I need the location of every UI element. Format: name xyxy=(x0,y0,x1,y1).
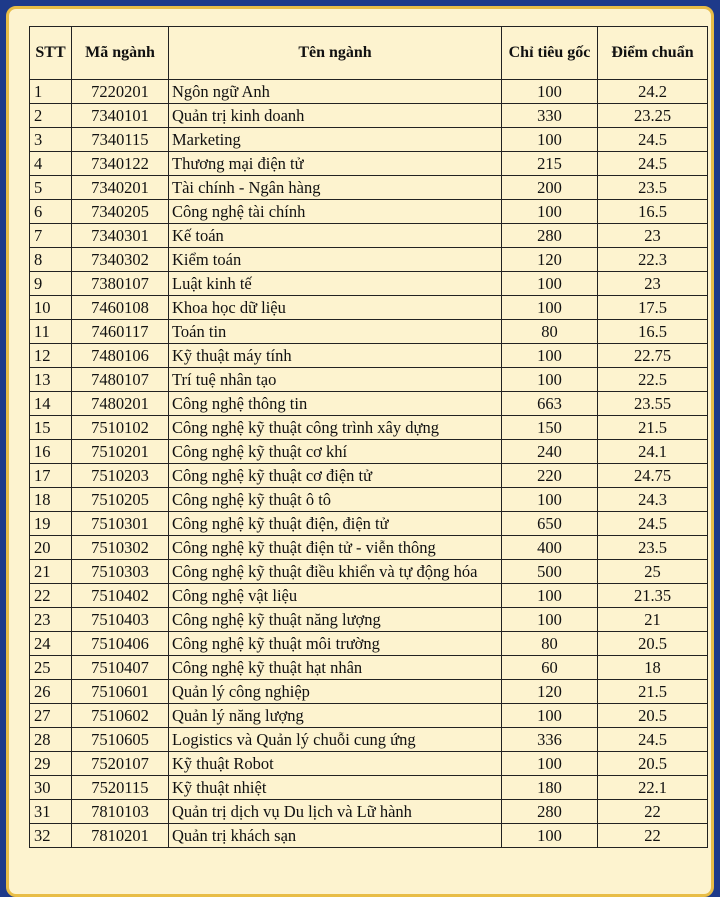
cell-stt: 11 xyxy=(30,320,72,344)
cell-name: Công nghệ kỹ thuật môi trường xyxy=(169,632,502,656)
cell-score: 22 xyxy=(598,824,708,848)
cell-quota: 100 xyxy=(502,296,598,320)
cell-code: 7510403 xyxy=(72,608,169,632)
cell-stt: 32 xyxy=(30,824,72,848)
cell-score: 24.5 xyxy=(598,512,708,536)
cell-quota: 336 xyxy=(502,728,598,752)
cell-score: 24.5 xyxy=(598,728,708,752)
cell-name: Công nghệ vật liệu xyxy=(169,584,502,608)
cell-code: 7480106 xyxy=(72,344,169,368)
cell-name: Quản lý năng lượng xyxy=(169,704,502,728)
table-row xyxy=(30,224,708,248)
cell-code: 7340101 xyxy=(72,104,169,128)
cell-code: 7340301 xyxy=(72,224,169,248)
cell-score: 25 xyxy=(598,560,708,584)
cell-name: Khoa học dữ liệu xyxy=(169,296,502,320)
admission-score-table xyxy=(29,26,708,848)
cell-score: 24.5 xyxy=(598,152,708,176)
cell-name: Công nghệ kỹ thuật hạt nhân xyxy=(169,656,502,680)
cell-quota: 400 xyxy=(502,536,598,560)
table-row xyxy=(30,104,708,128)
cell-name: Ngôn ngữ Anh xyxy=(169,80,502,104)
cell-score: 21.35 xyxy=(598,584,708,608)
cell-code: 7340201 xyxy=(72,176,169,200)
cell-code: 7520115 xyxy=(72,776,169,800)
table-row xyxy=(30,632,708,656)
cell-score: 24.2 xyxy=(598,80,708,104)
cell-code: 7520107 xyxy=(72,752,169,776)
cell-quota: 100 xyxy=(502,200,598,224)
cell-code: 7510605 xyxy=(72,728,169,752)
table-row xyxy=(30,128,708,152)
table-row xyxy=(30,536,708,560)
cell-name: Công nghệ kỹ thuật năng lượng xyxy=(169,608,502,632)
header-score: Điểm chuẩn xyxy=(598,27,708,80)
cell-stt: 4 xyxy=(30,152,72,176)
table-row xyxy=(30,392,708,416)
cell-stt: 30 xyxy=(30,776,72,800)
cell-quota: 220 xyxy=(502,464,598,488)
cell-stt: 20 xyxy=(30,536,72,560)
cell-name: Quản trị kinh doanh xyxy=(169,104,502,128)
cell-code: 7340205 xyxy=(72,200,169,224)
cell-stt: 10 xyxy=(30,296,72,320)
cell-code: 7510203 xyxy=(72,464,169,488)
header-name: Tên ngành xyxy=(169,27,502,80)
document-card xyxy=(6,6,714,897)
cell-stt: 19 xyxy=(30,512,72,536)
table-row xyxy=(30,800,708,824)
cell-name: Công nghệ kỹ thuật công trình xây dựng xyxy=(169,416,502,440)
cell-stt: 29 xyxy=(30,752,72,776)
header-stt: STT xyxy=(30,27,72,80)
cell-code: 7510201 xyxy=(72,440,169,464)
cell-stt: 25 xyxy=(30,656,72,680)
cell-code: 7510303 xyxy=(72,560,169,584)
cell-code: 7810201 xyxy=(72,824,169,848)
table-row xyxy=(30,344,708,368)
cell-stt: 16 xyxy=(30,440,72,464)
table-row xyxy=(30,296,708,320)
cell-score: 24.3 xyxy=(598,488,708,512)
cell-name: Công nghệ kỹ thuật cơ điện tử xyxy=(169,464,502,488)
cell-quota: 330 xyxy=(502,104,598,128)
cell-quota: 100 xyxy=(502,368,598,392)
cell-name: Tài chính - Ngân hàng xyxy=(169,176,502,200)
cell-quota: 100 xyxy=(502,488,598,512)
cell-score: 21.5 xyxy=(598,680,708,704)
cell-quota: 80 xyxy=(502,632,598,656)
cell-stt: 23 xyxy=(30,608,72,632)
cell-stt: 7 xyxy=(30,224,72,248)
cell-score: 22.1 xyxy=(598,776,708,800)
cell-score: 24.5 xyxy=(598,128,708,152)
cell-score: 18 xyxy=(598,656,708,680)
cell-code: 7340115 xyxy=(72,128,169,152)
cell-code: 7380107 xyxy=(72,272,169,296)
cell-code: 7460108 xyxy=(72,296,169,320)
cell-score: 24.1 xyxy=(598,440,708,464)
table-row xyxy=(30,488,708,512)
cell-score: 23 xyxy=(598,224,708,248)
table-row xyxy=(30,464,708,488)
cell-stt: 28 xyxy=(30,728,72,752)
cell-score: 22.75 xyxy=(598,344,708,368)
cell-name: Công nghệ kỹ thuật điện, điện tử xyxy=(169,512,502,536)
table-row xyxy=(30,440,708,464)
cell-quota: 120 xyxy=(502,248,598,272)
cell-stt: 14 xyxy=(30,392,72,416)
header-code: Mã ngành xyxy=(72,27,169,80)
cell-name: Marketing xyxy=(169,128,502,152)
cell-quota: 240 xyxy=(502,440,598,464)
cell-stt: 22 xyxy=(30,584,72,608)
cell-name: Quản lý công nghiệp xyxy=(169,680,502,704)
cell-score: 20.5 xyxy=(598,704,708,728)
cell-score: 24.75 xyxy=(598,464,708,488)
cell-code: 7510601 xyxy=(72,680,169,704)
table-row xyxy=(30,248,708,272)
cell-stt: 12 xyxy=(30,344,72,368)
cell-quota: 150 xyxy=(502,416,598,440)
cell-name: Toán tin xyxy=(169,320,502,344)
cell-quota: 650 xyxy=(502,512,598,536)
cell-code: 7510402 xyxy=(72,584,169,608)
cell-name: Luật kinh tế xyxy=(169,272,502,296)
cell-code: 7510602 xyxy=(72,704,169,728)
cell-quota: 663 xyxy=(502,392,598,416)
cell-stt: 18 xyxy=(30,488,72,512)
cell-quota: 215 xyxy=(502,152,598,176)
cell-code: 7460117 xyxy=(72,320,169,344)
cell-quota: 200 xyxy=(502,176,598,200)
cell-quota: 100 xyxy=(502,80,598,104)
cell-score: 20.5 xyxy=(598,752,708,776)
cell-code: 7480201 xyxy=(72,392,169,416)
table-row xyxy=(30,272,708,296)
cell-code: 7510407 xyxy=(72,656,169,680)
cell-stt: 6 xyxy=(30,200,72,224)
cell-code: 7340122 xyxy=(72,152,169,176)
cell-name: Kỹ thuật nhiệt xyxy=(169,776,502,800)
cell-quota: 100 xyxy=(502,584,598,608)
cell-code: 7510102 xyxy=(72,416,169,440)
cell-name: Kỹ thuật máy tính xyxy=(169,344,502,368)
cell-stt: 1 xyxy=(30,80,72,104)
table-row xyxy=(30,560,708,584)
cell-name: Công nghệ kỹ thuật điện tử - viễn thông xyxy=(169,536,502,560)
cell-score: 21 xyxy=(598,608,708,632)
cell-score: 23.25 xyxy=(598,104,708,128)
cell-quota: 100 xyxy=(502,608,598,632)
cell-stt: 9 xyxy=(30,272,72,296)
cell-stt: 31 xyxy=(30,800,72,824)
cell-score: 23.55 xyxy=(598,392,708,416)
cell-name: Công nghệ kỹ thuật cơ khí xyxy=(169,440,502,464)
cell-score: 17.5 xyxy=(598,296,708,320)
table-row xyxy=(30,728,708,752)
table-row xyxy=(30,368,708,392)
cell-stt: 3 xyxy=(30,128,72,152)
cell-stt: 8 xyxy=(30,248,72,272)
cell-quota: 280 xyxy=(502,224,598,248)
cell-code: 7510406 xyxy=(72,632,169,656)
table-row xyxy=(30,176,708,200)
cell-quota: 280 xyxy=(502,800,598,824)
table-row xyxy=(30,200,708,224)
cell-score: 22.3 xyxy=(598,248,708,272)
header-quota: Chỉ tiêu gốc xyxy=(502,27,598,80)
cell-quota: 100 xyxy=(502,752,598,776)
cell-stt: 2 xyxy=(30,104,72,128)
table-row xyxy=(30,416,708,440)
cell-quota: 60 xyxy=(502,656,598,680)
cell-code: 7480107 xyxy=(72,368,169,392)
cell-stt: 5 xyxy=(30,176,72,200)
cell-quota: 100 xyxy=(502,824,598,848)
cell-quota: 120 xyxy=(502,680,598,704)
table-row xyxy=(30,776,708,800)
cell-score: 22.5 xyxy=(598,368,708,392)
cell-quota: 100 xyxy=(502,344,598,368)
cell-quota: 100 xyxy=(502,272,598,296)
table-row xyxy=(30,752,708,776)
cell-stt: 13 xyxy=(30,368,72,392)
cell-stt: 21 xyxy=(30,560,72,584)
table-header xyxy=(30,27,708,80)
cell-quota: 100 xyxy=(502,128,598,152)
table-row xyxy=(30,80,708,104)
cell-name: Kế toán xyxy=(169,224,502,248)
cell-score: 16.5 xyxy=(598,320,708,344)
table-row xyxy=(30,680,708,704)
cell-score: 16.5 xyxy=(598,200,708,224)
cell-name: Thương mại điện tử xyxy=(169,152,502,176)
table-body xyxy=(30,80,708,848)
cell-code: 7340302 xyxy=(72,248,169,272)
cell-name: Công nghệ kỹ thuật ô tô xyxy=(169,488,502,512)
cell-code: 7810103 xyxy=(72,800,169,824)
cell-score: 23.5 xyxy=(598,536,708,560)
header-row xyxy=(30,27,708,80)
cell-name: Kỹ thuật Robot xyxy=(169,752,502,776)
cell-code: 7220201 xyxy=(72,80,169,104)
cell-name: Công nghệ thông tin xyxy=(169,392,502,416)
cell-score: 22 xyxy=(598,800,708,824)
cell-name: Công nghệ kỹ thuật điều khiển và tự động hóa xyxy=(169,560,502,584)
cell-name: Trí tuệ nhân tạo xyxy=(169,368,502,392)
table-row xyxy=(30,152,708,176)
cell-stt: 17 xyxy=(30,464,72,488)
cell-code: 7510302 xyxy=(72,536,169,560)
cell-stt: 27 xyxy=(30,704,72,728)
cell-score: 23 xyxy=(598,272,708,296)
table-row xyxy=(30,320,708,344)
cell-name: Logistics và Quản lý chuỗi cung ứng xyxy=(169,728,502,752)
cell-quota: 100 xyxy=(502,704,598,728)
cell-name: Quản trị khách sạn xyxy=(169,824,502,848)
cell-quota: 500 xyxy=(502,560,598,584)
cell-name: Quản trị dịch vụ Du lịch và Lữ hành xyxy=(169,800,502,824)
cell-score: 20.5 xyxy=(598,632,708,656)
table-row xyxy=(30,656,708,680)
cell-score: 21.5 xyxy=(598,416,708,440)
table-row xyxy=(30,512,708,536)
table-row xyxy=(30,824,708,848)
cell-code: 7510205 xyxy=(72,488,169,512)
table-row xyxy=(30,608,708,632)
cell-quota: 180 xyxy=(502,776,598,800)
cell-score: 23.5 xyxy=(598,176,708,200)
cell-stt: 24 xyxy=(30,632,72,656)
table-row xyxy=(30,704,708,728)
table-row xyxy=(30,584,708,608)
cell-stt: 15 xyxy=(30,416,72,440)
cell-code: 7510301 xyxy=(72,512,169,536)
cell-name: Kiểm toán xyxy=(169,248,502,272)
cell-quota: 80 xyxy=(502,320,598,344)
cell-stt: 26 xyxy=(30,680,72,704)
cell-name: Công nghệ tài chính xyxy=(169,200,502,224)
